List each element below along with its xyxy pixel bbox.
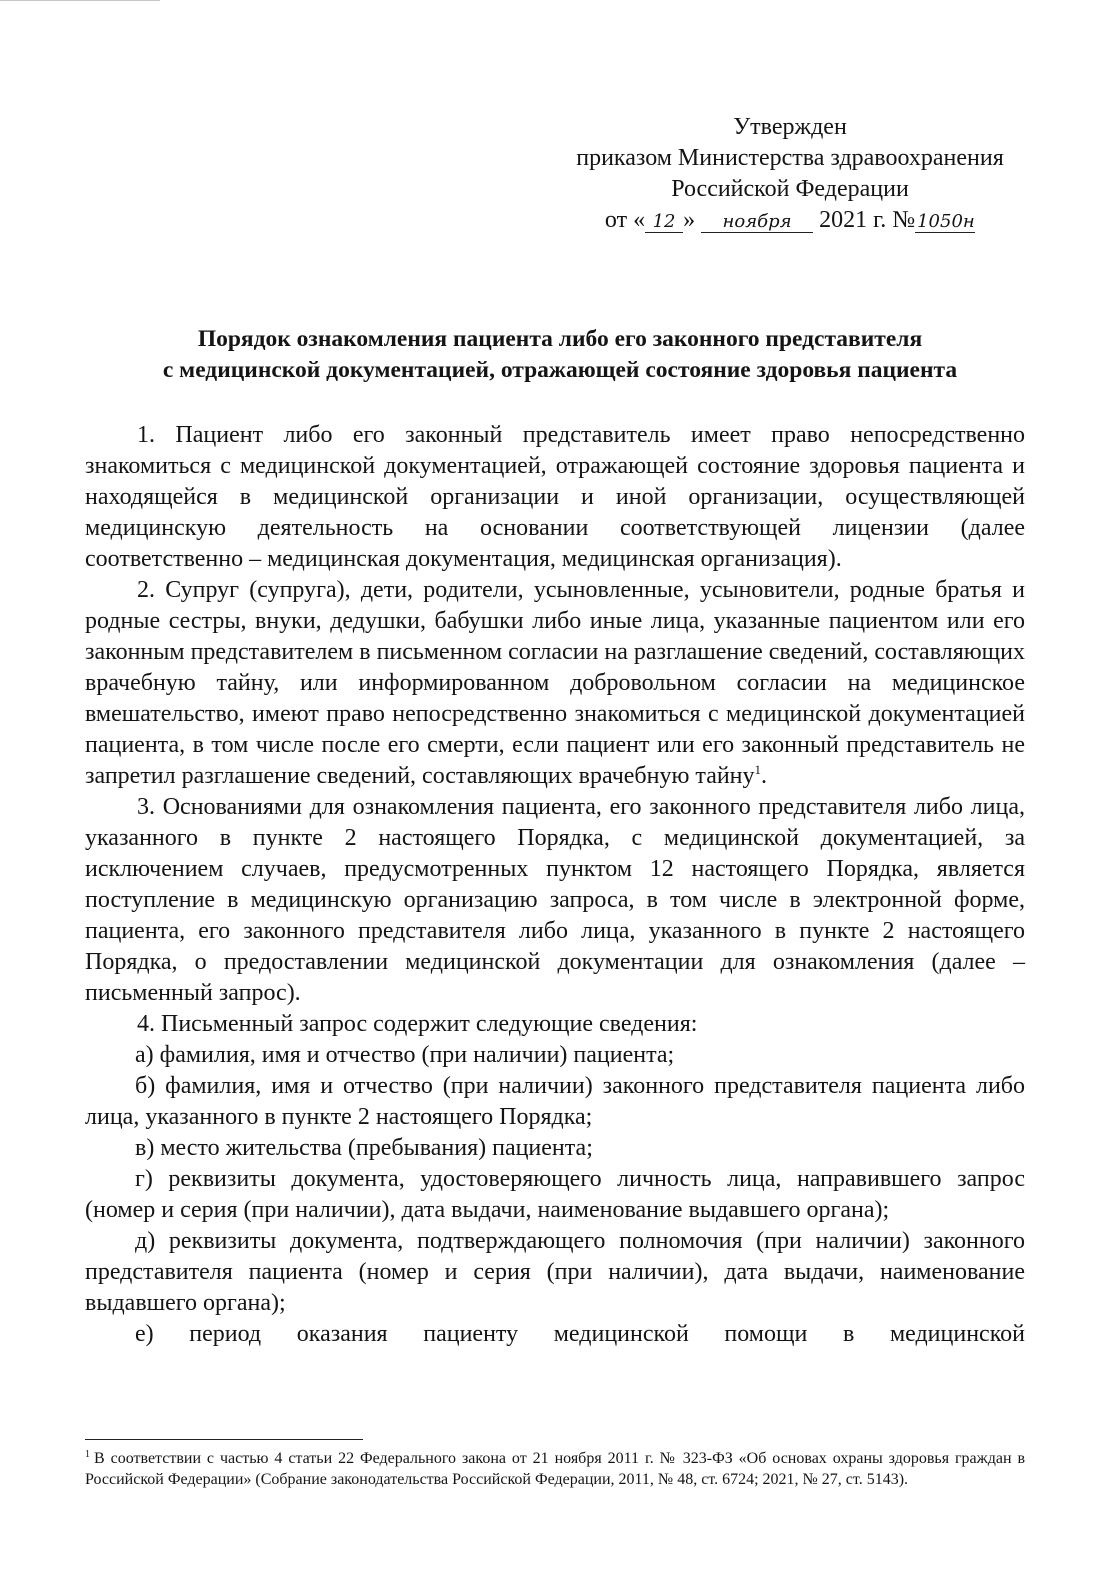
handwritten-day: 12 [645,212,683,233]
handwritten-month: ноября [701,212,813,233]
paragraph-4-item-b: б) фамилия, имя и отчество (при наличии) законного представителя пациента либо лица, указанного в пункте 2 настоящего Порядка; [85,1073,1025,1130]
footnote-reference: 1 [754,762,762,777]
approval-stamp [540,112,1040,236]
approval-line-3: Российской Федерации [671,176,909,202]
paragraph-1: 1. Пациент либо его законный представитель имеет право непосредственно знакомиться с медицинской документацией, отражающей состояние здоровья пациента и находящейся в медицинской организации и иной организации, осуществляющей медицинскую деятельность на основании соответствующей лицензии (далее соответственно – медицинская документация, медицинская организация). [85,422,1025,572]
document-body [85,420,1025,1350]
title-line-2: с медицинской документацией, отражающей состояние здоровья пациента [162,357,958,383]
date-close-quote: » [683,207,696,233]
date-year-label: 2021 г. № [819,207,916,233]
paragraph-4-item-d: д) реквизиты документа, подтверждающего полномочия (при наличии) законного представителя пациента (номер и серия (при наличии), дата выдачи, наименование выдавшего органа); [85,1228,1025,1316]
footnote-divider [85,1439,363,1440]
paragraph-4-item-v: в) место жительства (пребывания) пациента; [135,1135,593,1161]
footnote-mark: 1 [85,1448,90,1460]
paragraph-4-item-e: е) период оказания пациенту медицинской помощи в медицинской [135,1321,1025,1347]
paragraph-2-end: . [761,763,768,789]
paragraph-2 [85,575,1025,792]
handwritten-order-number: 1050н [917,211,975,232]
paragraph-4-item-g: г) реквизиты документа, удостоверяющего личность лица, направившего запрос (номер и серия (при наличии), дата выдачи, наименование выдавшего органа); [85,1166,1025,1223]
date-from-label: от « [604,207,646,233]
footnote-text: В соответствии с частью 4 статьи 22 Федерального закона от 21 ноября 2011 г. № 323-ФЗ «Об основах охраны здоровья граждан в Российской Федерации» (Собрание законодательства Российской Федерации, 2011, № 48, ст. 6724; 2021, № 27, ст. 5143). [85,1450,1025,1488]
paragraph-4-item-a: а) фамилия, имя и отчество (при наличии) пациента; [135,1042,675,1068]
paragraph-4: 4. Письменный запрос содержит следующие сведения: [137,1011,698,1037]
approval-date-line [540,205,1040,236]
document-title [60,324,1060,386]
approval-line-1: Утвержден [733,114,847,140]
title-line-1: Порядок ознакомления пациента либо его законного представителя [197,326,923,352]
scan-edge-line [0,0,160,1]
paragraph-2-text: 2. Супруг (супруга), дети, родители, усыновленные, усыновители, родные братья и родные сестры, внуки, дедушки, бабушки либо иные лица, указанные пациентом или его законным представителем в письменном согласии на разглашение сведений, составляющих врачебную тайну, или информированном добровольном согласии на медицинское вмешательство, имеют право непосредственно знакомиться с медицинской документацией пациента, в том числе после его смерти, если пациент или его законный представитель не запретил разглашение сведений, составляющих врачебную тайну [85,577,1025,789]
approval-line-2: приказом Министерства здравоохранения [576,145,1004,171]
paragraph-3: 3. Основаниями для ознакомления пациента, его законного представителя либо лица, указанного в пункте 2 настоящего Порядка, с медицинской документацией, за исключением случаев, предусмотренных пунктом 12 настоящего Порядка, является поступление в медицинскую организацию запроса, в том числе в электронной форме, пациента, его законного представителя либо лица, указанного в пункте 2 настоящего Порядка, о предоставлении медицинской документации для ознакомления (далее – письменный запрос). [85,794,1025,1006]
footnote [85,1448,1025,1490]
